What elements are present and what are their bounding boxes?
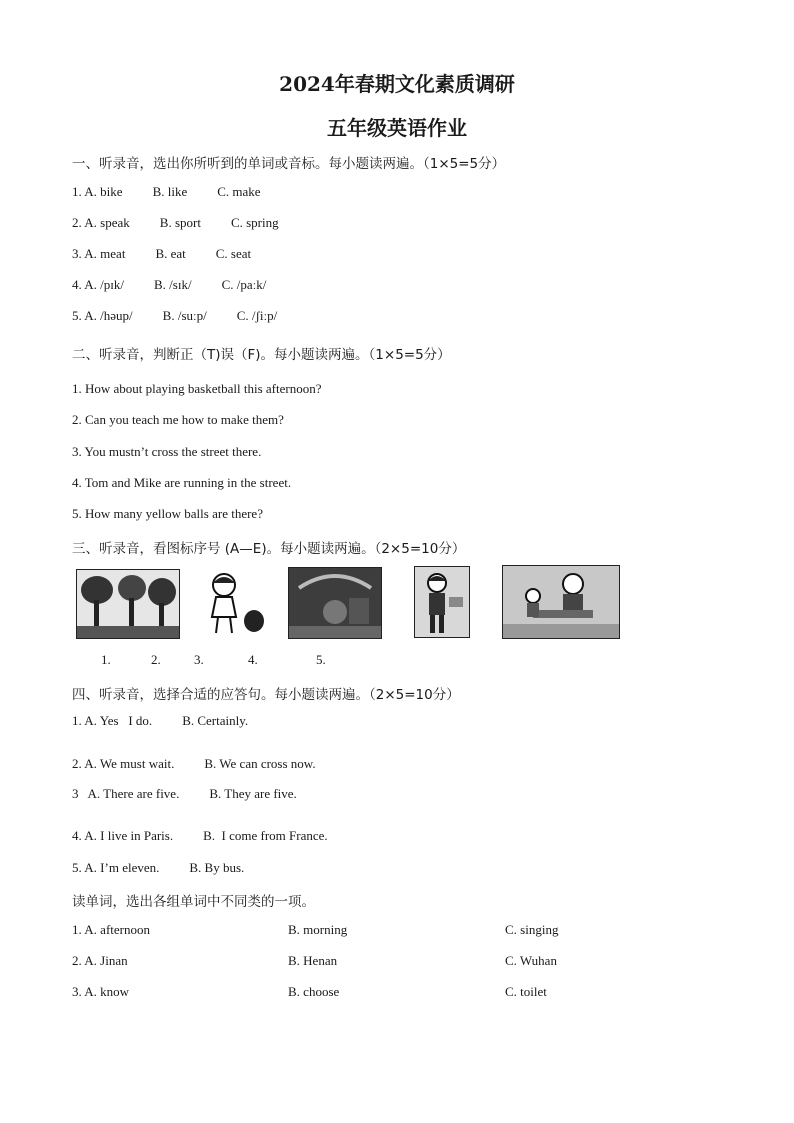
- s2-item-2: 2. Can you teach me how to make them?: [72, 412, 284, 427]
- s4-item-2: 2. A. We must wait. B. We can cross now.: [72, 756, 316, 771]
- s5-item-1-a: 1. A. afternoon: [72, 922, 150, 937]
- s4-item-5: 5. A. I’m eleven. B. By bus.: [72, 860, 245, 875]
- picture-number-5: 5.: [316, 652, 326, 667]
- s5-item-1-c: C. singing: [505, 922, 559, 937]
- page-title: 2024年春期文化素质调研: [279, 72, 515, 96]
- s5-item-1-b: B. morning: [288, 922, 348, 937]
- picture-girl-bag: [200, 571, 268, 637]
- s2-item-1: 1. How about playing basketball this afternoon?: [72, 381, 322, 396]
- picture-number-3: 3.: [194, 652, 204, 667]
- picture-trees-park: [76, 569, 180, 639]
- s5-item-2-b: B. Henan: [288, 953, 338, 968]
- s1-item-1: 1. A. bike B. like C. make: [72, 184, 261, 199]
- picture-number-2: 2.: [151, 652, 161, 667]
- s1-item-2: 2. A. speak B. sport C. spring: [72, 215, 279, 230]
- s5-item-2-c: C. Wuhan: [505, 953, 557, 968]
- s5-item-3-c: C. toilet: [505, 984, 547, 999]
- section2-heading: 二、听录音，判断正（T)误（F)。每小题读两遍。（1×5=5分）: [72, 347, 451, 363]
- page-subtitle: 五年级英语作业: [327, 116, 467, 140]
- s1-item-4: 4. A. /pɪk/ B. /sɪk/ C. /paːk/: [72, 277, 267, 292]
- s5-item-2-a: 2. A. Jinan: [72, 953, 128, 968]
- s1-item-3: 3. A. meat B. eat C. seat: [72, 246, 252, 261]
- s2-item-4: 4. Tom and Mike are running in the street.: [72, 475, 292, 490]
- s5-item-3-a: 3. A. know: [72, 984, 130, 999]
- picture-family-table: [502, 565, 620, 639]
- s4-item-1: 1. A. Yes I do. B. Certainly.: [72, 713, 249, 728]
- s2-item-3: 3. You mustn’t cross the street there.: [72, 444, 262, 459]
- section4-heading: 四、听录音，选择合适的应答句。每小题读两遍。（2×5=10分）: [72, 687, 460, 703]
- s4-item-3: 3 A. There are five. B. They are five.: [72, 786, 297, 801]
- picture-number-4: 4.: [248, 652, 258, 667]
- s4-item-4: 4. A. I live in Paris. B. I come from France.: [72, 828, 328, 843]
- picture-number-1: 1.: [101, 652, 111, 667]
- section5-heading: 读单词，选出各组单词中不同类的一项。: [72, 894, 315, 910]
- s1-item-5: 5. A. /həup/ B. /suːp/ C. /ʃiːp/: [72, 308, 278, 323]
- s2-item-5: 5. How many yellow balls are there?: [72, 506, 263, 521]
- section1-heading: 一、听录音，选出你所听到的单词或音标。每小题读两遍。（1×5=5分）: [72, 156, 506, 172]
- section3-heading: 三、听录音，看图标序号 (A—E)。每小题读两遍。（2×5=10分）: [72, 541, 466, 557]
- s5-item-3-b: B. choose: [288, 984, 340, 999]
- picture-street-scene: [288, 567, 382, 639]
- picture-boy: [414, 566, 470, 638]
